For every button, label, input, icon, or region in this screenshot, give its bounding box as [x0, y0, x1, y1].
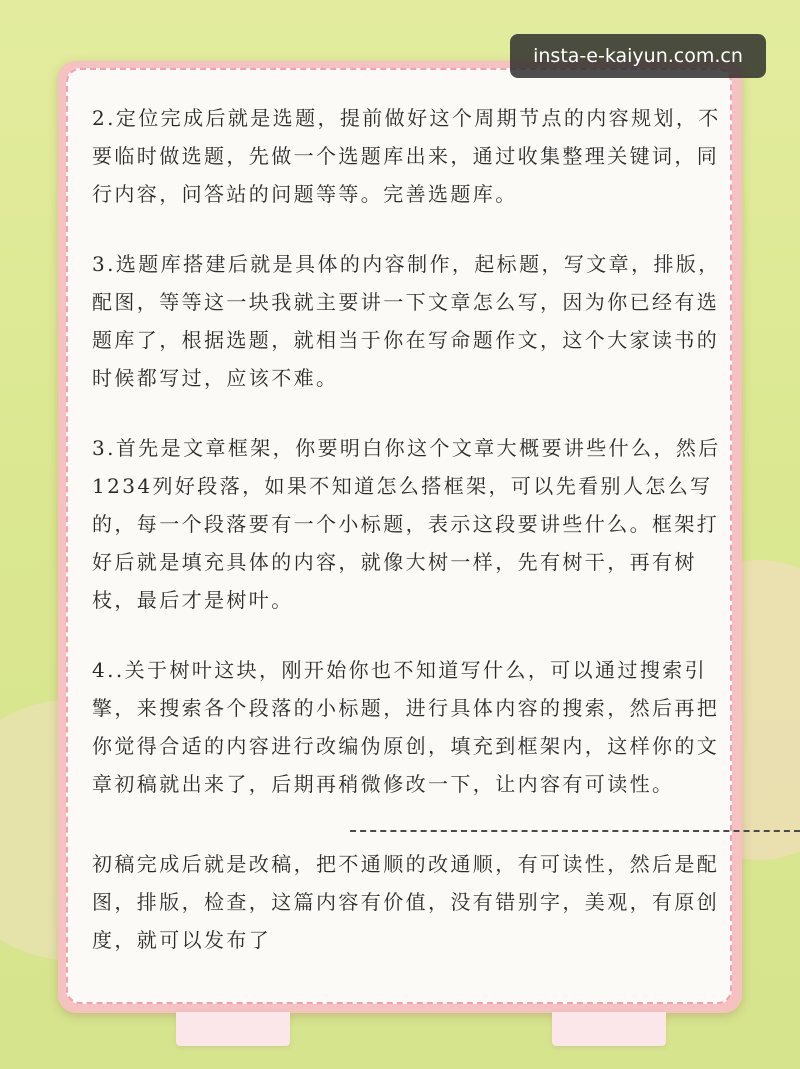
card-tab-right — [552, 1012, 666, 1046]
dashed-divider — [350, 830, 800, 832]
paragraph-content-production: 3.选题库搭建后就是具体的内容制作，起标题，写文章，排版，配图，等等这一块我就主要讲一下文章怎么写，因为你已经有选题库了，根据选题，就相当于你在写命题作文，这个大家读书的时候都写过，应该不难。 — [92, 252, 721, 390]
watermark: insta-e-kaiyun.com.cn — [510, 34, 766, 78]
paragraph-article-framework: 3.首先是文章框架，你要明白你这个文章大概要讲些什么，然后1234列好段落，如果不知道怎么搭框架，可以先看别人怎么写的，每一个段落要有一个小标题，表示这段要讲些什么。框架打好后就是填充具体的内容，就像大树一样，先有树干，再有树枝，最后才是树叶。 — [92, 436, 721, 612]
paragraph-filling-content: 4..关于树叶这块，刚开始你也不知道写什么，可以通过搜索引擎，来搜索各个段落的小标题，进行具体内容的搜索，然后再把你觉得合适的内容进行改编伪原创，填充到框架内，这样你的文章初稿就出来了，后期再稍微修改一下，让内容有可读性。 — [92, 658, 720, 796]
card-tab-left — [176, 1012, 290, 1046]
paragraph-topic-selection: 2.定位完成后就是选题，提前做好这个周期节点的内容规划，不要临时做选题，先做一个选题库出来，通过收集整理关键词，同行内容，问答站的问题等等。完善选题库。 — [92, 106, 721, 206]
paragraph-revision: 初稿完成后就是改稿，把不通顺的改通顺，有可读性，然后是配图，排版，检查，这篇内容有价值，没有错别字，美观，有原创度，就可以发布了 — [92, 852, 720, 952]
